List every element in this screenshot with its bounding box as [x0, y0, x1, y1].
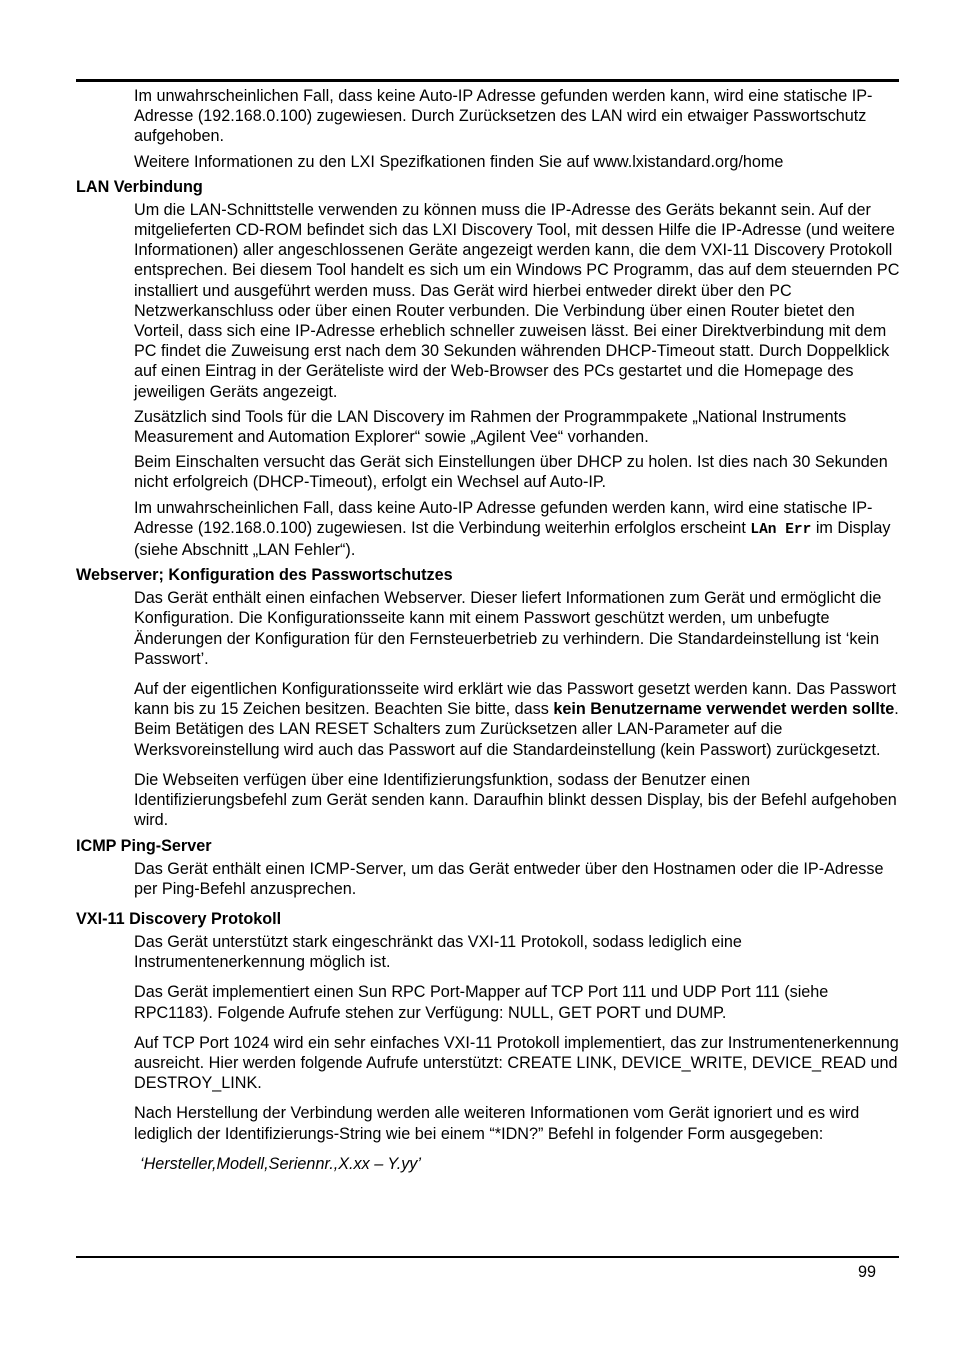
- heading-icmp: ICMP Ping-Server: [76, 836, 212, 855]
- paragraph-dhcp: Beim Einschalten versucht das Gerät sich Einstellungen über DHCP zu holen. Ist dies nach 30 Sekunden nicht erfolgreich (DHCP-Timeout), erfolgt ein Wechsel auf Auto-IP.: [134, 453, 888, 492]
- paragraph-identify: Die Webseiten verfügen über eine Identifizierungsfunktion, sodass der Benutzer einen Identifizierungsbefehl zum Gerät senden kann. Daraufhin blinkt dessen Display, bis der Befehl aufgehoben wird.: [134, 770, 897, 830]
- paragraph-lxi-info: Weitere Informationen zu den LXI Spezifkationen finden Sie auf www.lxistandard.org/home: [134, 152, 784, 171]
- paragraph-lan-discovery: Um die LAN-Schnittstelle verwenden zu können muss die IP-Adresse des Geräts bekannt sein. Auf der mitgelieferten CD-ROM befindet sich das LXI Discovery Tool, mit dessen Hilfe die IP-Adresse (und weitere Informationen) aller angeschlossenen Geräte angezeigt werden kann, die dem VXI-11 Discovery Protokoll entsprechen. Bei diesem Tool handelt es sich um ein Windows PC Programm, das auf dem steuernden PC installiert und ausgeführt werden muss. Das Gerät wird hierbei entweder direkt über den PC Netzwerkanschluss oder über einen Router verbunden. Die Verbindung über einen Router bietet den Vorteil, dass sich eine IP-Adresse erheblich schneller zuweisen lässt. Bei einer Direktverbindung mit dem PC findet die Zuweisung erst nach dem 30 Sekunden währenden DHCP-Timeout statt. Durch Doppelklick auf einen Eintrag in der Geräteliste wird der Web-Browser des PCs gestartet und die Homepage des jeweiligen Geräts angezeigt.: [134, 200, 900, 401]
- paragraph-port-mapper: Das Gerät implementiert einen Sun RPC Port-Mapper auf TCP Port 111 und UDP Port 111 (siehe RPC1183). Folgende Aufrufe stehen zur Verfügung: NULL, GET PORT und DUMP.: [134, 983, 829, 1022]
- paragraph-webserver: Das Gerät enthält einen einfachen Webserver. Dieser liefert Informationen zum Gerät und ermöglicht die Konfiguration. Die Konfigurationsseite kann mit einem Passwort geschützt werden, um unbefugte Änderungen der Konfiguration für den Fernsteuerbetrieb zu verhindern. Die Standardeinstellung ist ‘kein Passwort’.: [134, 589, 882, 668]
- password-text-a: Auf der eigentlichen Konfigurationsseite wird erklärt wie das Passwort gesetzt werden kann. Das Passwort kann bis zu 15 Zeichen besitzen. Beachten Sie bitte, dass: [134, 680, 897, 719]
- paragraph-lan-error: [134, 498, 900, 561]
- header-rule: [76, 79, 899, 82]
- heading-vxi11: VXI-11 Discovery Protokoll: [76, 909, 282, 928]
- page-body: [76, 86, 900, 1179]
- lan-error-text-b: im Display (siehe Abschnitt „LAN Fehler“).: [134, 518, 891, 560]
- footer-rule: [76, 1256, 899, 1258]
- paragraph-vxi-limited: Das Gerät unterstützt stark eingeschränkt das VXI-11 Protokoll, sodass lediglich eine Instrumentenerkennung möglich ist.: [134, 932, 742, 972]
- paragraph-lan-tools: Zusätzlich sind Tools für die LAN Discovery im Rahmen der Programmpakete „National Instruments Measurement and Automation Explorer“ sowie „Agilent Vee“ vorhanden.: [134, 407, 847, 447]
- lan-error-text-a: Im unwahrscheinlichen Fall, dass keine Auto-IP Adresse gefunden werden kann, wird eine statische IP-Adresse (192.168.0.100) zugewiesen. Ist die Verbindung weiterhin erfolglos erscheint: [134, 498, 873, 537]
- idn-format: ‘Hersteller,Modell,Seriennr.,X.xx – Y.yy’: [140, 1154, 422, 1173]
- paragraph-icmp: Das Gerät enthält einen ICMP-Server, um das Gerät entweder über den Hostnamen oder die IP-Adresse per Ping-Befehl anzusprechen.: [134, 859, 884, 898]
- password-text-b: . Beim Betätigen des LAN RESET Schalters zum Zurücksetzen aller LAN-Parameter auf die Werksvoreinstellung wird auch das Passwort auf die Standardeinstellung (kein Passwort) zurückgesetzt.: [134, 700, 899, 759]
- page-number: 99: [857, 1263, 876, 1281]
- paragraph-password: [134, 679, 900, 760]
- password-warning: kein Benutzername verwendet werden sollte: [553, 700, 895, 719]
- heading-webserver: Webserver; Konfiguration des Passwortschutzes: [76, 566, 453, 585]
- paragraph-idn-string: Nach Herstellung der Verbindung werden alle weiteren Informationen vom Gerät ignoriert und es wird lediglich der Identifizierungs-String wie bei einem “*IDN?” Befehl in folgender Form ausgegeben:: [134, 1104, 860, 1143]
- paragraph-auto-ip: Im unwahrscheinlichen Fall, dass keine Auto-IP Adresse gefunden werden kann, wird eine statische IP-Adresse (192.168.0.100) zugewiesen. Durch Zurücksetzen des LAN wird ein etwaiger Passwortschutz aufgehoben.: [134, 87, 873, 146]
- paragraph-tcp-1024: Auf TCP Port 1024 wird ein sehr einfaches VXI-11 Protokoll implementiert, das zur Instrumentenerkennung ausreicht. Hier werden folgende Aufrufe unterstützt: CREATE LINK, DEVICE_WRITE, DEVICE_READ und DESTROY_LINK.: [134, 1033, 899, 1093]
- heading-lan-verbindung: LAN Verbindung: [76, 177, 203, 196]
- lan-error-code: LAn Err: [750, 521, 812, 538]
